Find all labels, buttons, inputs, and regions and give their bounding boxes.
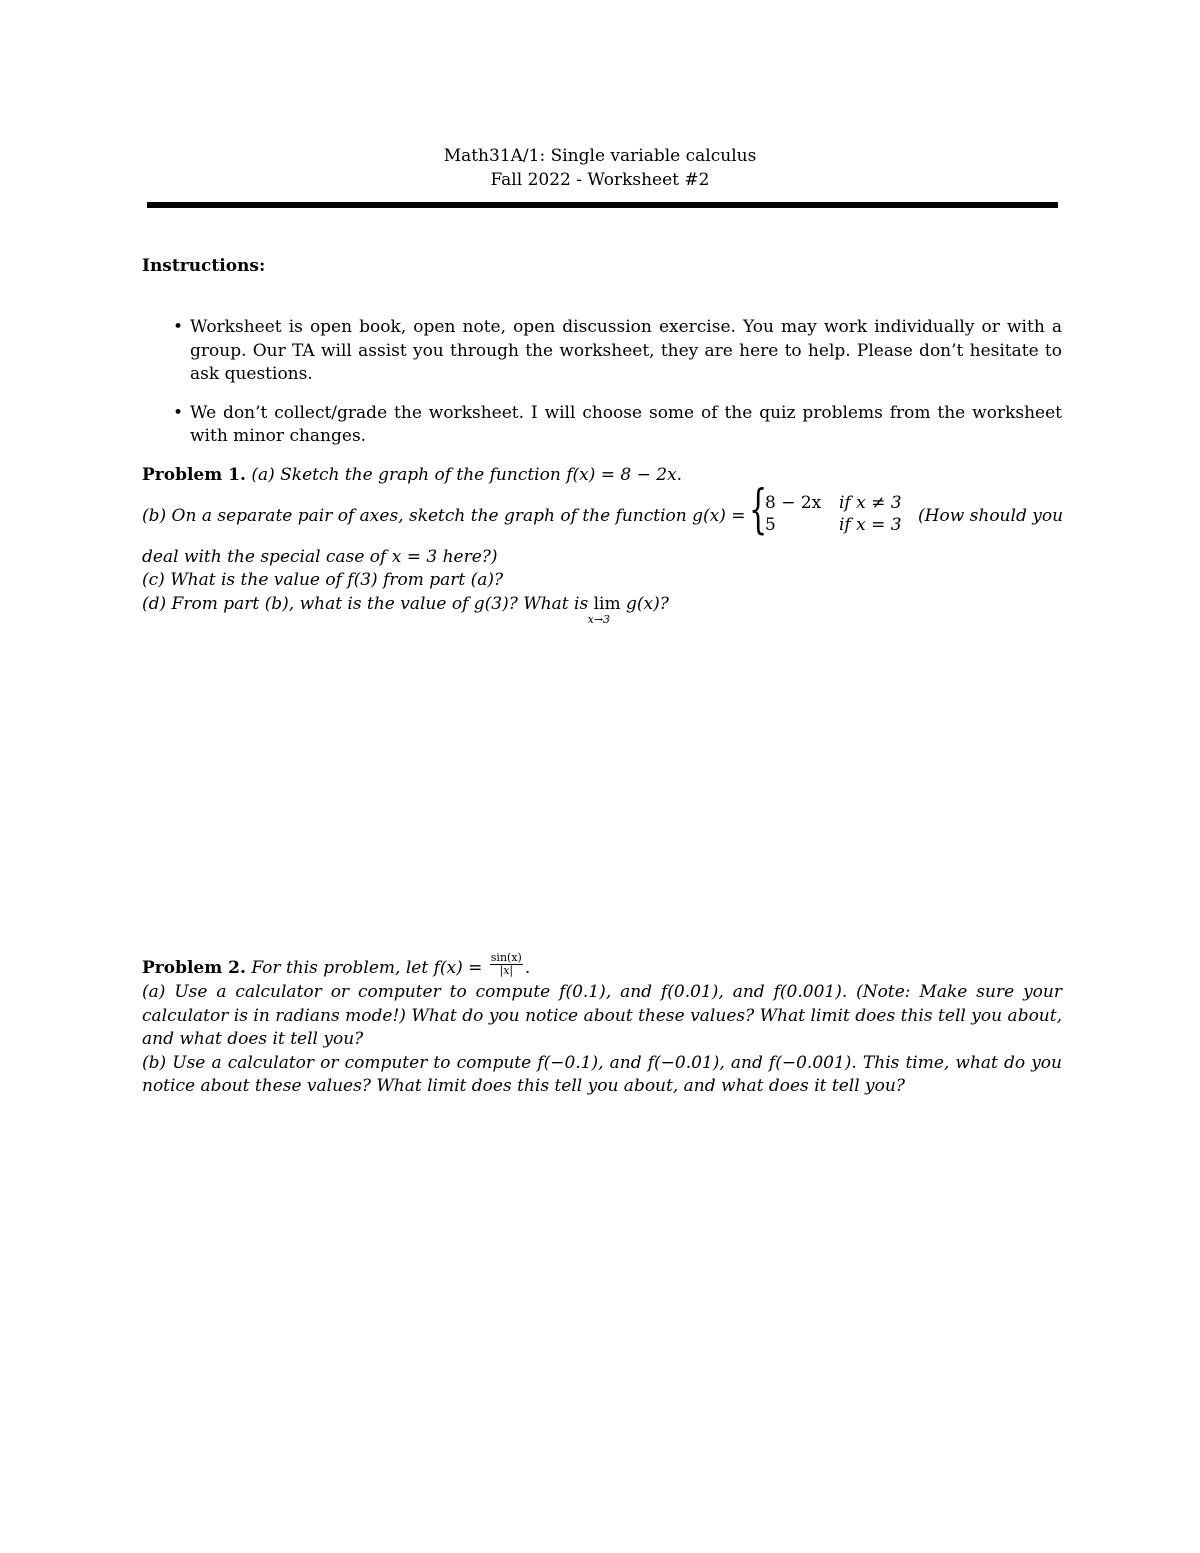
case-2-condition: if x = 3	[839, 514, 902, 535]
piecewise-cases	[765, 492, 902, 536]
limit-subscript: x→3	[587, 612, 611, 626]
list-item	[142, 402, 1062, 449]
case-1-condition: if x ≠ 3	[839, 492, 902, 513]
instruction-text-1: Worksheet is open book, open note, open discussion exercise. You may work individually or with a group. Our TA will assist you through the worksheet, they are here to help. Please don’t hesitate to ask questions.	[190, 317, 1062, 384]
problem-2-part-b: (b) Use a calculator or computer to compute f(−0.1), and f(−0.01), and f(−0.001). This time, what do you notice about these values? What limit does this tell you about, and what does it tell you?	[142, 1052, 1062, 1096]
problem-1	[142, 464, 1064, 626]
instructions-heading: Instructions:	[142, 256, 266, 276]
problem-2-intro-end: .	[524, 958, 531, 978]
list-item	[142, 316, 1062, 387]
worksheet-title: Fall 2022 - Worksheet #2	[490, 170, 710, 190]
problem-1-part-d-end: g(x)?	[626, 593, 669, 614]
problem-2-part-a: (a) Use a calculator or computer to compute f(0.1), and f(0.01), and f(0.001). (Note: Make sure your calculator is in radians mode!) What do you notice about these values? What limit does this tell you about, and what does it tell you?	[142, 982, 1062, 1049]
problem-1-part-d	[142, 593, 1062, 626]
limit-symbol: lim	[593, 593, 621, 614]
case-1-expression: 8 − 2x	[765, 492, 822, 513]
fraction	[490, 952, 523, 977]
problem-2-intro-start: For this problem, let f(x) =	[251, 958, 483, 978]
left-brace-icon: {	[749, 479, 768, 540]
problem-1-part-b-end: (How should you	[918, 505, 1064, 526]
problem-1-label: Problem 1.	[142, 465, 246, 485]
problem-1-part-b-continuation: deal with the special case of x = 3 here?)	[142, 546, 498, 567]
document-header	[0, 144, 1200, 192]
problem-1-part-c: (c) What is the value of f(3) from part (a)?	[142, 570, 504, 590]
header-rule	[147, 202, 1058, 208]
bullet-icon: •	[173, 402, 184, 423]
instruction-text-2: We don’t collect/grade the worksheet. I will choose some of the quiz problems from the worksheet with minor changes.	[190, 402, 1062, 446]
limit-expression	[587, 593, 621, 626]
fraction-denominator: |x|	[499, 964, 514, 977]
problem-1-part-b-row	[142, 479, 1064, 546]
fraction-numerator: sin(x)	[490, 951, 522, 964]
problem-2-label: Problem 2.	[142, 958, 246, 978]
bullet-icon: •	[173, 317, 184, 337]
problem-1-part-b-start: (b) On a separate pair of axes, sketch the graph of the function g(x) =	[142, 505, 746, 526]
instructions-list	[142, 316, 1062, 464]
course-title: Math31A/1: Single variable calculus	[443, 146, 757, 166]
problem-2	[142, 951, 1062, 1099]
problem-1-part-a: (a) Sketch the graph of the function f(x) = 8 − 2x.	[251, 465, 683, 485]
case-2-expression: 5	[765, 514, 776, 535]
problem-1-part-d-start: (d) From part (b), what is the value of g(3)? What is	[142, 593, 589, 614]
